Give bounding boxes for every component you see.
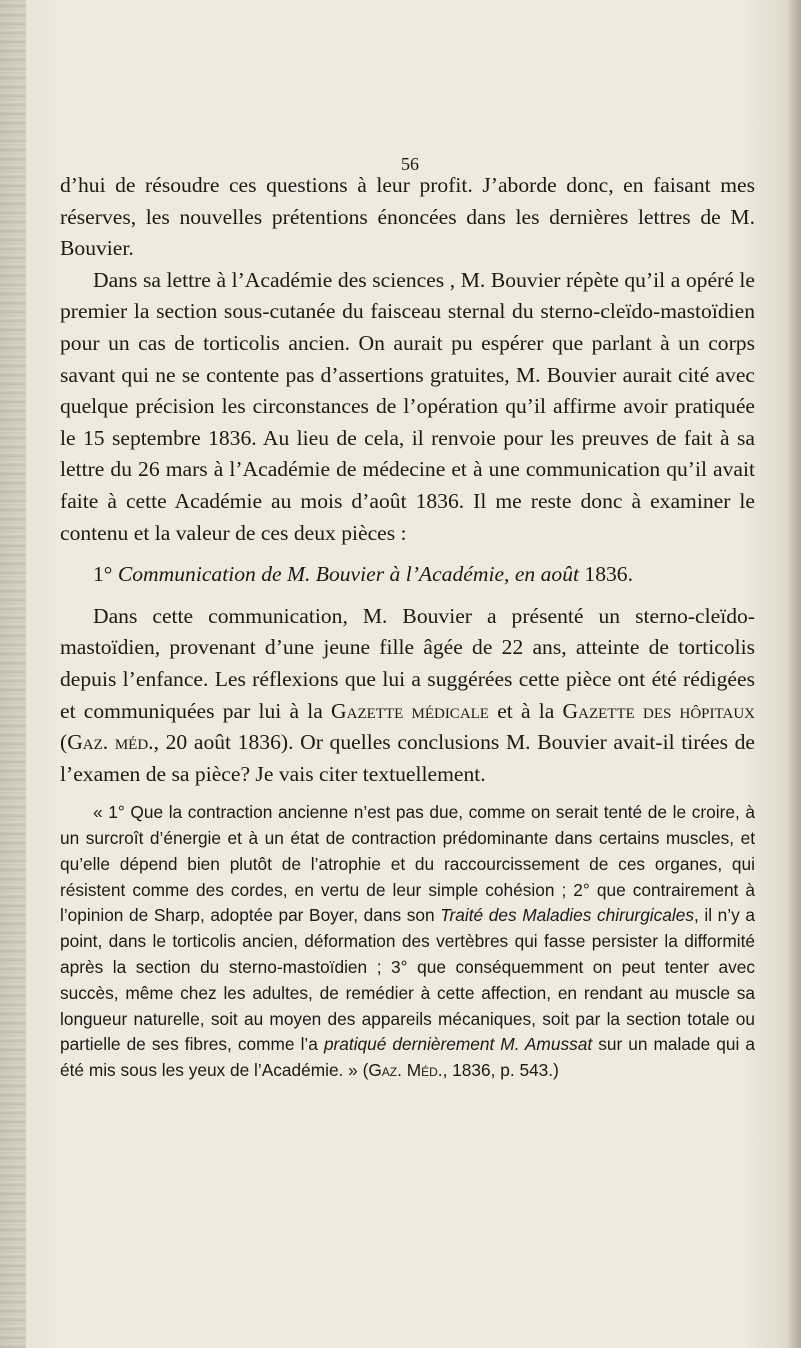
heading-number: 1°: [93, 562, 113, 587]
quote-text-a: « 1° Que la contraction ancienne n’est pas due, comme on serait tenté de le croire, à un surcroît d’énergie et à un état de contraction prédominante dans certains muscles, et qu’elle dépend bien plutôt de l’atrophie et du raccourcissement de ces organes, qui résistent comme des cordes, en vertu de leur simple cohésion ; 2° que contrairement à l’opinion de Sharp, adoptée par Boyer, dans son: [60, 802, 755, 926]
quote-text-e: sur un malade qui a été mis sous les yeux de l’Académie. » (: [60, 1034, 755, 1081]
page-edge-shadow: [787, 0, 801, 1348]
paragraph-2: [60, 265, 755, 549]
paragraph-1: [60, 170, 755, 265]
paragraph-3-text-b: et à la: [497, 698, 555, 723]
section-heading: [60, 559, 755, 591]
paragraph-3-paren: (: [60, 730, 68, 755]
gazette-hopitaux-name: Gazette des hôpitaux: [562, 698, 755, 723]
page-number: 56: [401, 154, 419, 174]
book-spine-shadow: [0, 0, 26, 1348]
paragraph-2-text: Dans sa lettre à l’Académie des sciences , M. Bouvier répète qu’il a opéré le premier la section sous-cutanée du faisceau sternal du sterno-cleïdo-mastoïdien pour un cas de torticolis ancien. On aurait pu espérer que parlant à un corps savant qui ne se contente pas d’assertions gratuites, M. Bouvier aurait cité avec quelque précision les circonstances de l’opération qu’il affirme avoir pratiquée le 15 septembre 1836. Au lieu de cela, il renvoie pour les preuves de fait à sa lettre du 26 mars à l’Académie de médecine et à une communication qu’il avait faite à cette Académie au mois d’août 1836. Il me reste donc à examiner le contenu et la valeur de ces deux pièces :: [60, 267, 755, 545]
block-quote: [60, 800, 755, 1084]
quote-text-g: , 1836, p. 543.): [442, 1060, 559, 1081]
paragraph-3: [60, 601, 755, 791]
heading-title: Communication de M. Bouvier à l’Académie, en août: [117, 562, 579, 587]
paragraph-1-text: d’hui de résoudre ces questions à leur profit. J’aborde donc, en faisant mes réserves, les nouvelles prétentions énoncées dans les dernières lettres de M. Bouvier.: [60, 173, 755, 261]
quote-italic-phrase: pratiqué dernièrement M. Amussat: [323, 1034, 593, 1055]
quote-book-title: Traité des Maladies chirurgicales: [440, 905, 694, 926]
gazette-medicale-name: Gazette médicale: [331, 698, 489, 723]
paragraph-3-text-a: Dans cette communication, M. Bouvier a présenté un sterno-cleïdo-mastoïdien, provenant d’une jeune fille âgée de 22 ans, atteinte de torticolis depuis l’enfance. Les réflexions que lui a suggérées cette pièce ont été rédigées et communiquées par lui à la: [60, 603, 755, 723]
page-content: [60, 150, 755, 1084]
gaz-med-abbrev: Gaz. méd.: [67, 730, 154, 755]
quote-gaz-med-abbrev: Gaz. Méd.: [368, 1060, 443, 1081]
paragraph-3-text-d: , 20 août 1836). Or quelles conclusions M. Bouvier avait-il tirées de l’examen de sa pièce? Je vais citer textuellement.: [60, 730, 756, 786]
quote-text-c: , il n’y a point, dans le torticolis ancien, déformation des vertèbres qui fasse persister la difformité après la section du sterno-mastoïdien ; 3° que conséquemment on peut tenter avec succès, même chez les adultes, de remédier à cette affection, en rendant au muscle sa longueur naturelle, soit au moyen des appareils mécaniques, soit par la section totale ou partielle de ses fibres, comme l’a: [60, 905, 755, 1055]
heading-year: 1836.: [584, 562, 633, 587]
